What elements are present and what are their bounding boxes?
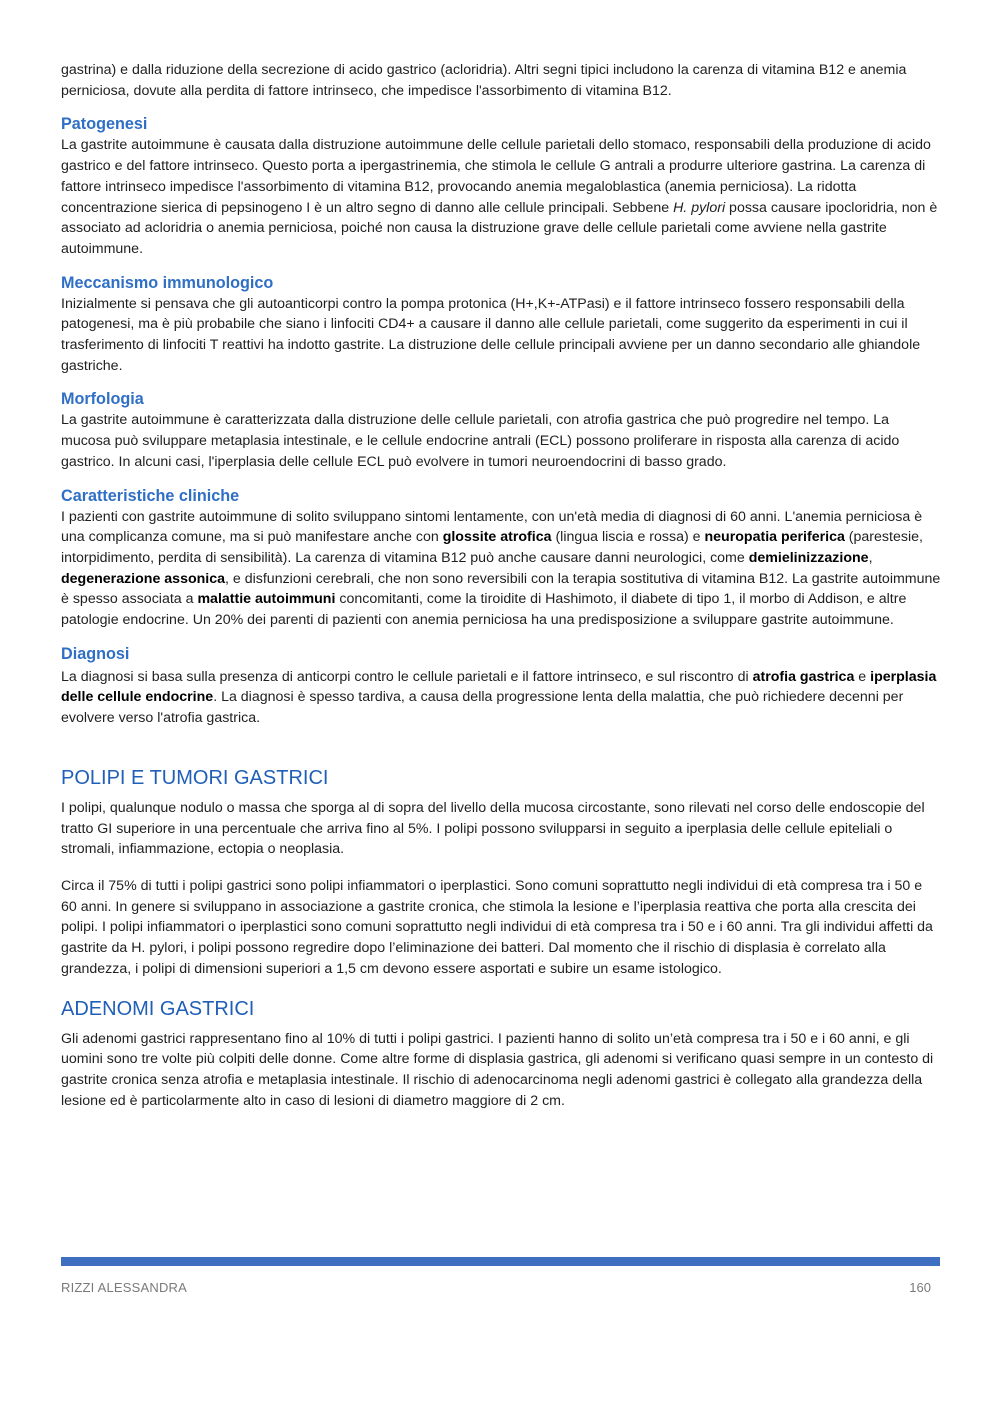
footer-divider xyxy=(61,1257,940,1266)
bold-term: glossite atrofica xyxy=(442,529,552,546)
page-number: 160 xyxy=(909,1280,931,1295)
footer-author: RIZZI ALESSANDRA xyxy=(61,1280,188,1295)
polipi-paragraph-2: Circa il 75% di tutti i polipi gastrici sono polipi infiammatori o iperplastici. Sono comuni soprattutto negli individui di età compresa tra i 50 e 60 anni. In genere si sviluppano in associazione a gastrite cronica, che stimola la lesione e l’iperplasia reattiva che porta alla crescita dei polipi. I polipi infiammatori o iperplastici sono comuni soprattutto negli individui di età compresa tra i 50 e i 60 anni. Tra gli individui affetti da gastrite da H. pylori, i polipi possono regredire dopo l’eliminazione dei batteri. Dal momento che il rischio di displasia è correlato alla grandezza, i polipi di dimensioni superiori a 1,5 cm devono essere asportati e subire un esame istologico. xyxy=(61,877,933,977)
heading-meccanismo: Meccanismo immunologico xyxy=(61,273,274,292)
heading-diagnosi: Diagnosi xyxy=(61,644,130,663)
bold-term: neuropatia periferica xyxy=(704,529,845,546)
heading-cliniche: Caratteristiche cliniche xyxy=(61,486,240,505)
bold-term: atrofia gastrica xyxy=(752,668,855,685)
heading-morfologia: Morfologia xyxy=(61,390,144,409)
bold-term: iperplasia delle cellule endocrine xyxy=(61,668,937,706)
intro-paragraph: gastrina) e dalla riduzione della secrezione di acido gastrico (acloridria). Altri segni tipici includono la carenza di vitamina B12 e anemia perniciosa, dovute alla perdita di fattore intrinseco, che impedisce l'assorbimento di vitamina B12. xyxy=(61,62,907,99)
heading-adenomi: ADENOMI GASTRICI xyxy=(61,997,255,1020)
bold-term: malattie autoimmuni xyxy=(197,591,336,608)
meccanismo-paragraph: Inizialmente si pensava che gli autoanticorpi contro la pompa protonica (H+,K+-ATPasi) e il fattore intrinseco fossero responsabili della patogenesi, ma è più probabile che siano i linfociti CD4+ a causare il danno alle cellule parietali, come suggerito da esperimenti in cui il trasferimento di linfociti T reattivi ha indotto gastrite. La distruzione delle cellule principali avviene per un danno secondario alle ghiandole gastriche. xyxy=(61,295,921,374)
adenomi-paragraph: Gli adenomi gastrici rappresentano fino al 10% di tutti i polipi gastrici. I pazienti hanno di solito un’età compresa tra i 50 e i 60 anni, e gli uomini sono tre volte più colpiti delle donne. Come altre forme di displasia gastrica, gli adenomi si verificano quasi sempre in un contesto di gastrite cronica senza atrofia e metaplasia intestinale. Il rischio di adenocarcinoma negli adenomi gastrici è collegato alla grandezza della lesione ed è particolarmente alto in caso di lesioni di diametro maggiore di 2 cm. xyxy=(61,1030,934,1109)
patogenesi-paragraph: La gastrite autoimmune è causata dalla distruzione autoimmune delle cellule parietali dello stomaco, responsabili della produzione di acido gastrico e del fattore intrinseco. Questo porta a ipergastrinemia, che stimola le cellule G antrali a produrre ulteriore gastrina. La carenza di fattore intrinseco impedisce l'assorbimento di vitamina B12, provocando anemia megaloblastica (anemia perniciosa). La ridotta concentrazione sierica di pepsinogeno I è un altro segno di danno alle cellule principali. Sebbene H. pylori possa causare ipocloridria, non è associato ad acloridria o anemia perniciosa, poiché non causa la distruzione grave delle cellule parietali come avviene nella gastrite autoimmune. xyxy=(61,137,938,257)
bold-term: degenerazione assonica xyxy=(61,570,226,587)
polipi-paragraph-1: I polipi, qualunque nodulo o massa che sporga al di sopra del livello della mucosa circostante, sono rilevati nel corso delle endoscopie del tratto GI superiore in una percentuale che arriva fino al 5%. I polipi possono svilupparsi in seguito a iperplasia delle cellule epiteliali o stromali, infiammazione, ectopia o neoplasia. xyxy=(61,799,925,858)
heading-polipi: POLIPI E TUMORI GASTRICI xyxy=(61,766,329,789)
page-content xyxy=(61,60,941,1111)
bold-term: demielinizzazione xyxy=(748,549,869,566)
diagnosi-paragraph: La diagnosi si basa sulla presenza di anticorpi contro le cellule parietali e il fattore intrinseco, e sul riscontro di atrofia gastrica e iperplasia delle cellule endocrine. La diagnosi è spesso tardiva, a causa della progressione lenta della malattia, che può richiedere decenni per evolvere verso l'atrofia gastrica. xyxy=(61,668,937,727)
italic-h-pylori: H. pylori xyxy=(673,199,726,216)
cliniche-paragraph: I pazienti con gastrite autoimmune di solito sviluppano sintomi lentamente, con un'età media di diagnosi di 60 anni. L'anemia perniciosa è una complicanza comune, ma si può manifestare anche con glossite atrofica (lingua liscia e rossa) e neuropatia periferica (parestesie, intorpidimento, perdita di sensibilità). La carenza di vitamina B12 può anche causare danni neurologici, come demielinizzazione, degenerazione assonica, e disfunzioni cerebrali, che non sono reversibili con la terapia sostitutiva di vitamina B12. La gastrite autoimmune è spesso associata a malattie autoimmuni concomitanti, come la tiroidite di Hashimoto, il diabete di tipo 1, il morbo di Addison, e altre patologie endocrine. Un 20% dei parenti di pazienti con anemia perniciosa ha una predisposizione a sviluppare gastrite autoimmune. xyxy=(61,508,941,629)
heading-patogenesi: Patogenesi xyxy=(61,115,148,134)
morfologia-paragraph: La gastrite autoimmune è caratterizzata dalla distruzione delle cellule parietali, con atrofia gastrica che può progredire nel tempo. La mucosa può sviluppare metaplasia intestinale, e le cellule endocrine antrali (ECL) possono proliferare in risposta alla carenza di acido gastrico. In alcuni casi, l'iperplasia delle cellule ECL può evolvere in tumori neuroendocrini di basso grado. xyxy=(61,412,900,470)
